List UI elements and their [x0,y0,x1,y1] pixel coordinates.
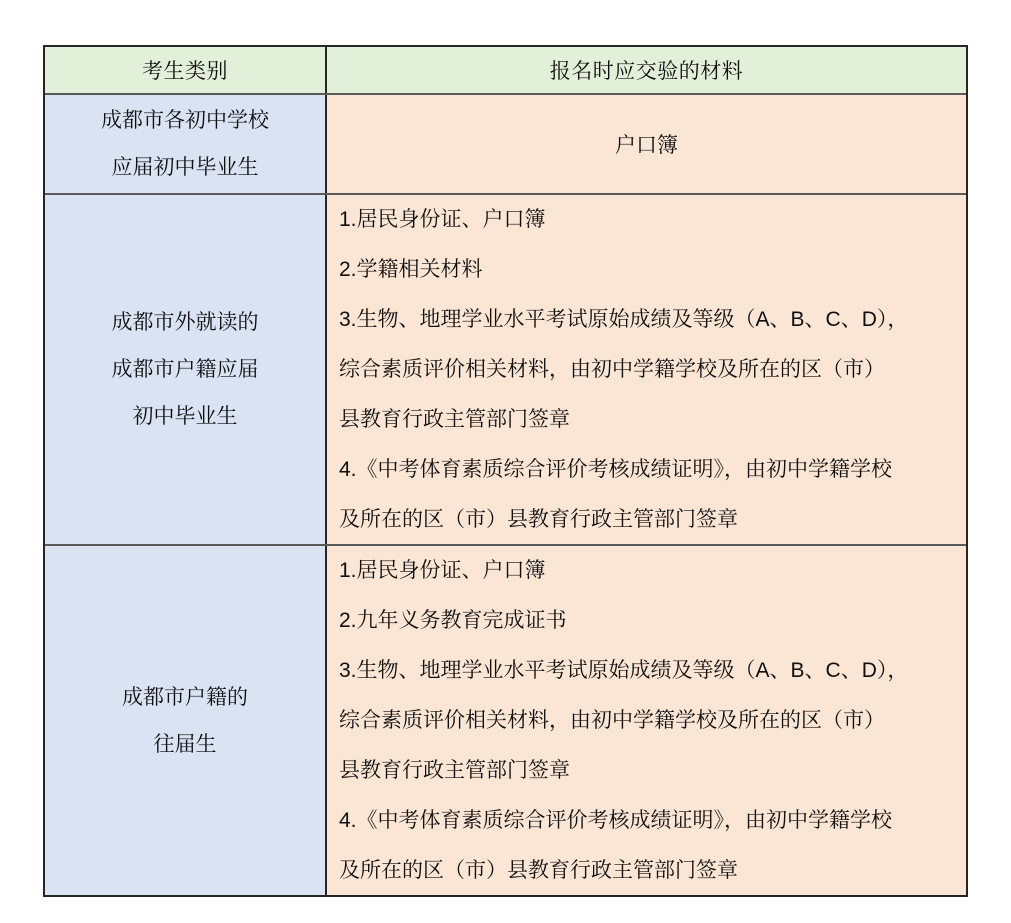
materials-cell [327,546,966,895]
material-line: 4.《中考体育素质综合评价考核成绩证明》，由初中学籍学校 [339,457,893,481]
category-cell [45,195,327,544]
material-line: 户口簿 [615,134,678,157]
table-header-row [45,47,966,93]
material-line: 3.生物、地理学业水平考试原始成绩及等级（A、B、C、D）， [339,307,909,331]
material-line: 1.居民身份证、户口簿 [339,558,546,582]
materials-table [43,45,968,897]
table-row [45,193,966,544]
category-line: 成都市各初中学校 [101,109,269,132]
material-line: 综合素质评价相关材料，由初中学籍学校及所在的区（市） [339,708,885,732]
material-line: 及所在的区（市）县教育行政主管部门签章 [339,858,738,882]
material-line: 2.学籍相关材料 [339,257,483,281]
material-line: 1.居民身份证、户口簿 [339,207,546,231]
category-cell [45,95,327,193]
category-line: 应届初中毕业生 [111,156,259,179]
category-line: 成都市户籍的 [122,685,248,709]
table-row [45,93,966,193]
material-line: 3.生物、地理学业水平考试原始成绩及等级（A、B、C、D）， [339,658,909,682]
category-line: 成都市户籍应届 [111,358,259,381]
header-cell-candidate-category: 考生类别 [45,47,327,93]
material-line: 4.《中考体育素质综合评价考核成绩证明》，由初中学籍学校 [339,808,893,832]
materials-cell [327,195,966,544]
category-cell [45,546,327,895]
materials-cell [327,95,966,193]
category-line: 成都市外就读的 [111,311,259,334]
material-line: 县教育行政主管部门签章 [339,407,570,431]
category-line: 初中毕业生 [132,405,238,428]
header-cell-required-materials: 报名时应交验的材料 [327,47,966,93]
material-line: 2.九年义务教育完成证书 [339,608,567,632]
category-line: 往届生 [153,732,217,756]
material-line: 综合素质评价相关材料，由初中学籍学校及所在的区（市） [339,357,885,381]
table-row [45,544,966,895]
material-line: 县教育行政主管部门签章 [339,758,570,782]
material-line: 及所在的区（市）县教育行政主管部门签章 [339,507,738,531]
